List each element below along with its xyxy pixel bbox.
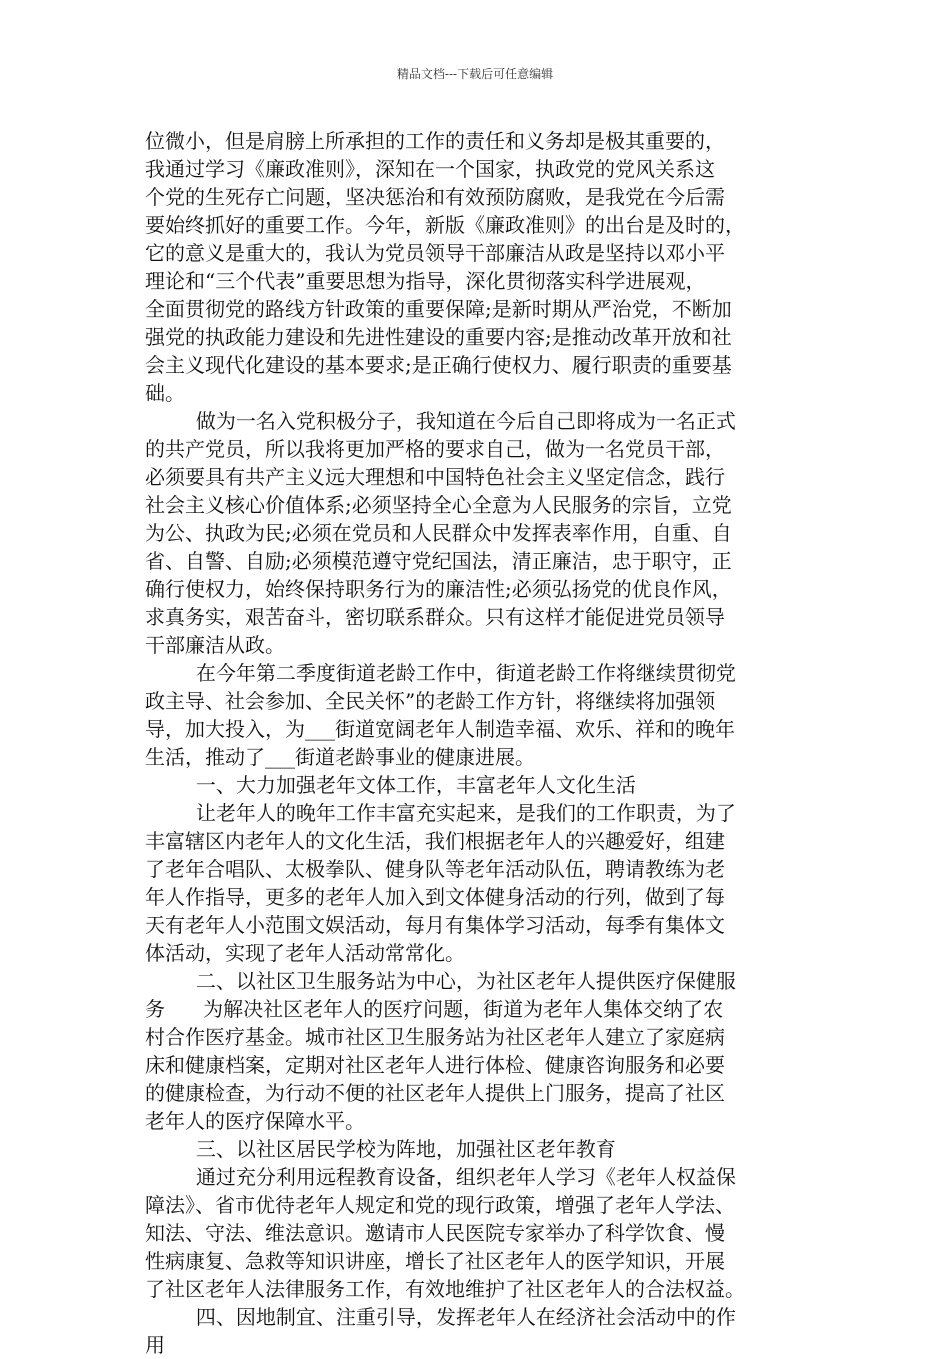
- text-line: 体活动，实现了老年人活动常常化。: [145, 941, 465, 965]
- text-line: 要始终抓好的重要工作。今年，新版《廉政准则》的出台是及时的，: [145, 213, 745, 237]
- text-line: 它的意义是重大的，我认为党员领导干部廉洁从政是坚持以邓小平: [145, 241, 725, 265]
- text-line: 年人作指导，更多的老年人加入到文体健身活动的行列，做到了每: [145, 885, 725, 909]
- section-heading: 二、以社区卫生服务站为中心，为社区老年人提供医疗保健服: [145, 969, 736, 993]
- text-line: 丰富辖区内老年人的文化生活，我们根据老年人的兴趣爱好，组建: [145, 829, 725, 853]
- text-line: 了老年合唱队、太极拳队、健身队等老年活动队伍，聘请教练为老: [145, 857, 725, 881]
- section-heading: 三、以社区居民学校为阵地，加强社区老年教育: [145, 1137, 616, 1161]
- text-line: 会主义现代化建设的基本要求;是正确行使权力、履行职责的重要基: [145, 353, 732, 377]
- page-header: 精品文档---下载后可任意编辑: [396, 67, 554, 81]
- text-line: 个党的生死存亡问题，坚决惩治和有效预防腐败，是我党在今后需: [145, 185, 725, 209]
- text-line: 用: [145, 1333, 165, 1357]
- text-line: 做为一名入党积极分子，我知道在今后自己即将成为一名正式: [145, 409, 736, 433]
- text-line: 让老年人的晚年工作丰富充实起来，是我们的工作职责，为了: [145, 801, 736, 825]
- text-line: 求真务实，艰苦奋斗，密切联系群众。只有这样才能促进党员领导: [145, 605, 725, 629]
- text-line: 天有老年人小范围文娱活动，每月有集体学习活动，每季有集体文: [145, 913, 725, 937]
- text-line: 的共产党员，所以我将更加严格的要求自己，做为一名党员干部，: [145, 437, 725, 461]
- text-line: 全面贯彻党的路线方针政策的重要保障;是新时期从严治党，不断加: [145, 297, 732, 321]
- text-line: 性病康复、急救等知识讲座，增长了社区老年人的医学知识，开展: [145, 1249, 725, 1273]
- text-line: 导，加大投入，为___街道宽阔老年人制造幸福、欢乐、祥和的晚年: [145, 717, 735, 741]
- text-line: 必须要具有共产主义远大理想和中国特色社会主义坚定信念，践行: [145, 465, 725, 489]
- text-line: 省、自警、自励;必须模范遵守党纪国法，清正廉洁，忠于职守，正: [145, 549, 732, 573]
- text-line: 础。: [145, 381, 185, 405]
- section-heading: 四、因地制宜、注重引导，发挥老年人在经济社会活动中的作: [145, 1305, 736, 1329]
- text-line: 为公、执政为民;必须在党员和人民群众中发挥表率作用，自重、自: [145, 521, 732, 545]
- text-line: 知法、守法、维法意识。邀请市人民医院专家举办了科学饮食、慢: [145, 1221, 725, 1245]
- text-line: 村合作医疗基金。城市社区卫生服务站为社区老年人建立了家庭病: [145, 1025, 725, 1049]
- text-line: 障法》、省市优待老年人规定和党的现行政策，增强了老年人学法、: [145, 1193, 735, 1217]
- text-line: 了社区老年人法律服务工作，有效地维护了社区老年人的合法权益。: [145, 1277, 745, 1301]
- text-line: 在今年第二季度街道老龄工作中，街道老龄工作将继续贯彻党: [145, 661, 736, 685]
- section-heading: 一、大力加强老年文体工作，丰富老年人文化生活: [145, 773, 636, 797]
- text-line: 通过充分利用远程教育设备，组织老年人学习《老年人权益保: [145, 1165, 736, 1189]
- text-line: 社会主义核心价值体系;必须坚持全心全意为人民服务的宗旨，立党: [145, 493, 732, 517]
- text-line: 政主导、社会参加、全民关怀”的老龄工作方针，将继续将加强领: [145, 689, 716, 713]
- text-line: 的健康检查，为行动不便的社区老年人提供上门服务，提高了社区: [145, 1081, 725, 1105]
- text-line: 位微小，但是肩膀上所承担的工作的责任和义务却是极其重要的，: [145, 129, 725, 153]
- text-line: 床和健康档案，定期对社区老年人进行体检、健康咨询服务和必要: [145, 1053, 725, 1077]
- text-line: 强党的执政能力建设和先进性建设的重要内容;是推动改革开放和社: [145, 325, 732, 349]
- text-line: 生活，推动了___街道老龄事业的健康进展。: [145, 745, 535, 769]
- document-body: [145, 127, 815, 1359]
- text-line: 干部廉洁从政。: [145, 633, 285, 657]
- text-line: 理论和“三个代表”重要思想为指导，深化贯彻落实科学进展观，: [145, 269, 706, 293]
- text-line: 我通过学习《廉政准则》，深知在一个国家，执政党的党风关系这: [145, 157, 715, 181]
- text-line: 确行使权力，始终保持职务行为的廉洁性;必须弘扬党的优良作风，: [145, 577, 732, 601]
- text-line: 务 为解决社区老年人的医疗问题，街道为老年人集体交纳了农: [145, 997, 724, 1021]
- text-line: 老年人的医疗保障水平。: [145, 1109, 365, 1133]
